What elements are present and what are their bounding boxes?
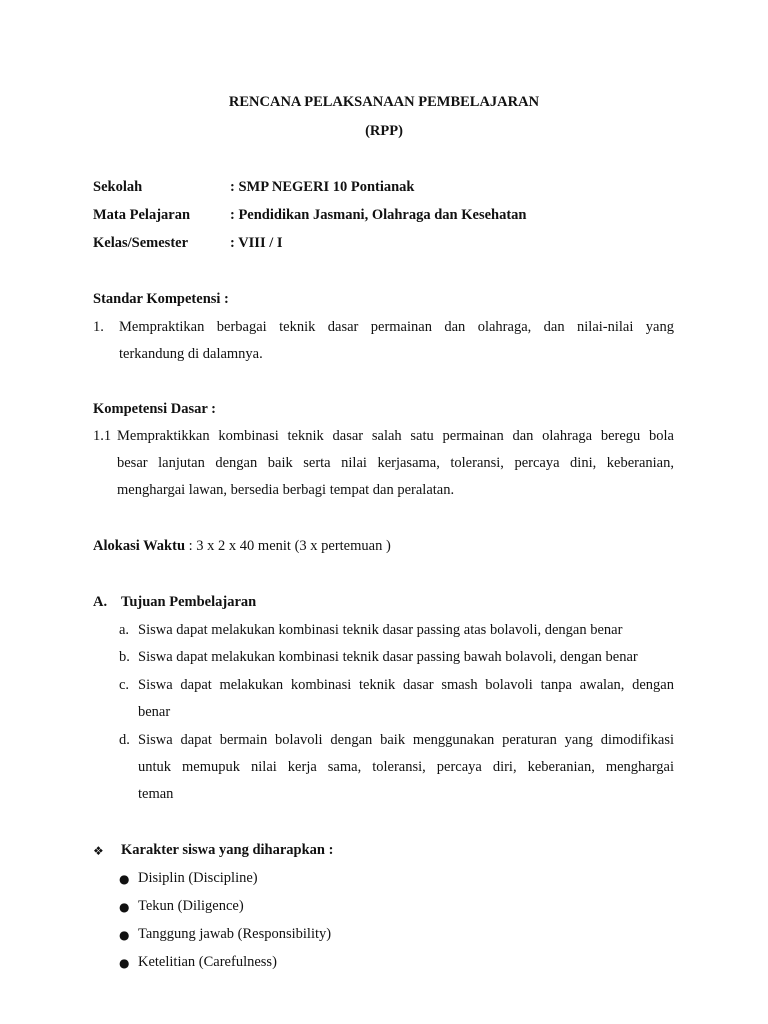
karakter-heading: Karakter siswa yang diharapkan : [121,842,334,858]
tujuan-heading: Tujuan Pembelajaran [121,594,257,610]
tujuan-item-d-line-2: untuk memupuk nilai kerja sama, toleransi, percaya diri, keberanian, menghargai [138,759,674,775]
tujuan-item-c-line-2: benar [138,704,171,720]
standar-kompetensi-number: 1. [93,319,104,335]
identity-label-subject: Mata Pelajaran [93,207,191,223]
tujuan-marker-c: c. [119,677,130,693]
bullet-dot-icon: ● [119,900,130,914]
bullet-dot-icon: ● [119,872,130,886]
section-letter-a: A. [93,594,108,610]
identity-value-subject: : Pendidikan Jasmani, Olahraga dan Kesehatan [230,207,527,223]
tujuan-marker-b: b. [119,649,130,665]
tujuan-item-c-line-1: Siswa dapat melakukan kombinasi teknik dasar smash bolavoli tanpa awalan, dengan [138,677,674,693]
tujuan-marker-a: a. [119,622,130,638]
karakter-item-2: Tekun (Diligence) [138,898,244,914]
tujuan-marker-d: d. [119,732,130,748]
identity-label-class: Kelas/Semester [93,235,189,251]
standar-kompetensi-line-1: Mempraktikan berbagai teknik dasar permainan dan olahraga, dan nilai-nilai yang [119,319,674,335]
identity-value-school: : SMP NEGERI 10 Pontianak [230,179,415,195]
identity-label-school: Sekolah [93,179,143,195]
kompetensi-dasar-line-2: besar lanjutan dengan baik serta nilai kerjasama, toleransi, percaya dini, keberanian, [117,455,674,471]
kompetensi-dasar-line-1: Mempraktikkan kombinasi teknik dasar salah satu permainan dan olahraga beregu bola [117,428,674,444]
tujuan-item-a-line-1: Siswa dapat melakukan kombinasi teknik dasar passing atas bolavoli, dengan benar [138,622,623,638]
alokasi-waktu [93,538,391,555]
standar-kompetensi-heading: Standar Kompetensi : [93,291,229,307]
kompetensi-dasar-number: 1.1 [93,428,112,444]
tujuan-item-b-line-1: Siswa dapat melakukan kombinasi teknik dasar passing bawah bolavoli, dengan benar [138,649,638,665]
alokasi-waktu-value: : 3 x 2 x 40 menit (3 x pertemuan ) [188,538,391,554]
bullet-dot-icon: ● [119,928,130,942]
diamond-bullet-icon: ❖ [93,844,104,858]
document-title: RENCANA PELAKSANAAN PEMBELAJARAN [228,94,540,110]
standar-kompetensi-line-2: terkandung di dalamnya. [119,346,263,362]
kompetensi-dasar-heading: Kompetensi Dasar : [93,401,216,417]
bullet-dot-icon: ● [119,956,130,970]
identity-value-class: : VIII / I [230,235,283,251]
alokasi-waktu-label: Alokasi Waktu [93,538,186,554]
karakter-item-1: Disiplin (Discipline) [138,870,258,886]
tujuan-item-d-line-3: teman [138,786,174,802]
tujuan-item-d-line-1: Siswa dapat bermain bolavoli dengan baik menggunakan peraturan yang dimodifikasi [138,732,674,748]
karakter-item-3: Tanggung jawab (Responsibility) [138,926,332,942]
karakter-item-4: Ketelitian (Carefulness) [138,954,277,970]
document-subtitle: (RPP) [365,123,403,139]
kompetensi-dasar-line-3: menghargai lawan, bersedia berbagi tempat dan peralatan. [117,482,455,498]
